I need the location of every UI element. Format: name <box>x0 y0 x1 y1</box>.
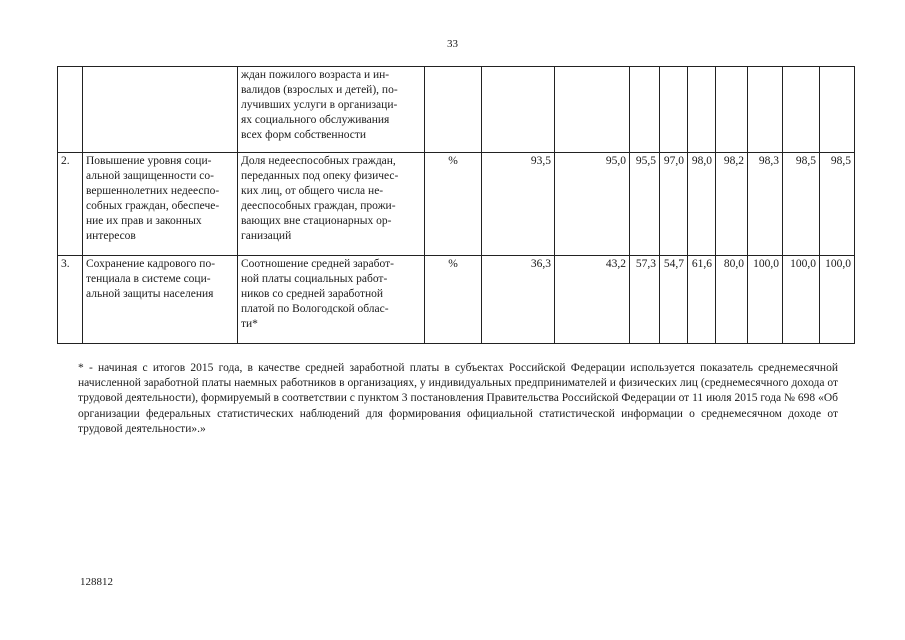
unit-text: % <box>448 258 458 270</box>
indicator-cell <box>238 256 425 344</box>
value-text: 100,0 <box>825 258 851 270</box>
value-cell <box>482 67 555 153</box>
value-cell <box>630 67 660 153</box>
value-text: 97,0 <box>663 155 684 167</box>
value-cell <box>555 67 630 153</box>
indicator-line: Доля недееспособных граждан, <box>241 155 396 167</box>
value-text: 80,0 <box>723 258 744 270</box>
value-cell <box>688 67 716 153</box>
value-cell <box>555 256 630 344</box>
value-text: 100,0 <box>753 258 779 270</box>
indicator-line: ждан пожилого возраста и ин- <box>241 69 390 81</box>
indicator-line: переданных под опеку физичес- <box>241 170 399 182</box>
value-cell <box>630 153 660 256</box>
value-cell <box>660 256 688 344</box>
value-text: 95,5 <box>635 155 656 167</box>
unit-cell <box>425 67 482 153</box>
unit-text: % <box>448 155 458 167</box>
document-code: 128812 <box>80 576 113 588</box>
goal-line: собных граждан, обеспече- <box>86 200 220 212</box>
value-cell <box>660 153 688 256</box>
value-cell <box>555 153 630 256</box>
value-text: 95,0 <box>605 155 626 167</box>
footnote: * - начиная с итогов 2015 года, в качестве средней заработной платы в субъектах Российской Федерации используется показатель среднемесячной начисленной заработной платы наемных работников в организациях, у индивидуальных предпринимателей и физических лиц (среднемесячного дохода от трудовой деятельности), формируемый в соответствии с пунктом 3 постановления Правительства Российской Федерации от 11 июля 2015 года № 698 «Об организации федеральных статистических наблюдений для формирования официальной статистической информации о среднемесячном доходе от трудовой деятельности».» <box>78 362 838 435</box>
goal-line: Повышение уровня соци- <box>86 155 212 167</box>
indicator-line: ной платы социальных работ- <box>241 273 388 285</box>
indicator-line: ких лиц, от общего числа не- <box>241 185 384 197</box>
value-cell <box>716 153 748 256</box>
table-row <box>58 153 855 256</box>
value-text: 57,3 <box>635 258 656 270</box>
value-cell <box>660 67 688 153</box>
indicator-line: ников со средней заработной <box>241 288 384 300</box>
row-number <box>58 153 83 256</box>
indicator-line: ти* <box>241 318 258 330</box>
goal-line: альной защиты населения <box>86 288 214 300</box>
goal-cell <box>83 256 238 344</box>
indicator-line: ях социального обслуживания <box>241 114 390 126</box>
row-number <box>58 67 83 153</box>
page-number: 33 <box>447 38 458 50</box>
goal-line: тенциала в системе соци- <box>86 273 211 285</box>
value-cell <box>783 256 820 344</box>
value-text: 98,5 <box>795 155 816 167</box>
value-text: 100,0 <box>790 258 816 270</box>
indicator-line: платой по Вологодской облас- <box>241 303 389 315</box>
value-cell <box>783 67 820 153</box>
goal-line: ние их прав и законных <box>86 215 202 227</box>
goal-cell <box>83 67 238 153</box>
value-text: 61,6 <box>691 258 712 270</box>
indicator-line: дееспособных граждан, прожи- <box>241 200 396 212</box>
value-cell <box>688 256 716 344</box>
goal-line: альной защищенности со- <box>86 170 214 182</box>
value-text: 98,0 <box>691 155 712 167</box>
value-text: 36,3 <box>530 258 551 270</box>
value-cell <box>748 67 783 153</box>
value-cell <box>688 153 716 256</box>
value-cell <box>482 256 555 344</box>
value-cell <box>630 256 660 344</box>
unit-cell <box>425 256 482 344</box>
indicator-line: валидов (взрослых и детей), по- <box>241 84 398 96</box>
goal-cell <box>83 153 238 256</box>
indicators-table <box>57 66 855 344</box>
unit-cell <box>425 153 482 256</box>
table-row <box>58 256 855 344</box>
value-text: 98,3 <box>758 155 779 167</box>
goal-line: интересов <box>86 230 136 242</box>
indicator-cell <box>238 67 425 153</box>
value-cell <box>820 67 855 153</box>
value-text: 54,7 <box>663 258 684 270</box>
value-cell <box>482 153 555 256</box>
table-row <box>58 67 855 153</box>
goal-line: вершеннолетних недееспо- <box>86 185 220 197</box>
value-cell <box>748 256 783 344</box>
value-cell <box>748 153 783 256</box>
indicator-line: Соотношение средней заработ- <box>241 258 394 270</box>
row-number-text: 3. <box>61 258 70 270</box>
goal-line: Сохранение кадрового по- <box>86 258 216 270</box>
indicator-line: лучивших услуги в организаци- <box>241 99 398 111</box>
value-text: 93,5 <box>530 155 551 167</box>
value-text: 98,5 <box>830 155 851 167</box>
value-cell <box>783 153 820 256</box>
value-cell <box>820 256 855 344</box>
indicator-line: всех форм собственности <box>241 129 367 141</box>
indicator-line: вающих вне стационарных ор- <box>241 215 392 227</box>
indicator-line: ганизаций <box>241 230 292 242</box>
value-text: 98,2 <box>723 155 744 167</box>
value-cell <box>716 67 748 153</box>
indicator-cell <box>238 153 425 256</box>
value-cell <box>716 256 748 344</box>
row-number <box>58 256 83 344</box>
value-cell <box>820 153 855 256</box>
row-number-text: 2. <box>61 155 70 167</box>
value-text: 43,2 <box>605 258 626 270</box>
